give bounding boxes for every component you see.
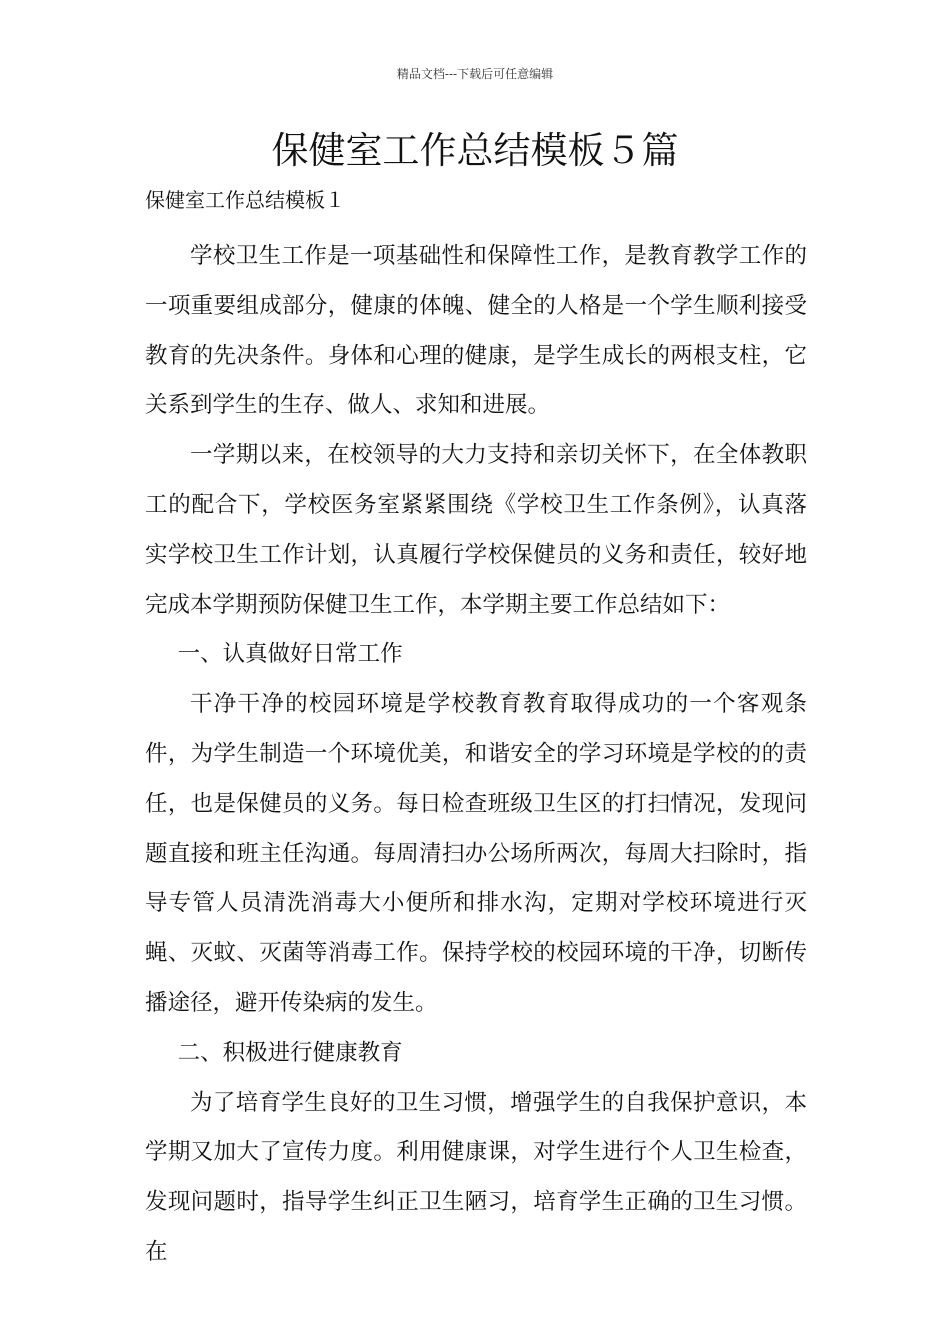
document-title: 保健室工作总结模板５篇 <box>271 129 679 172</box>
document-body <box>145 232 807 1278</box>
subheading-daily-work: 一、认真做好日常工作 <box>177 641 403 668</box>
body-paragraph-2: 一学期以来，在校领导的大力支持和亲切关怀下，在全体教职工的配合下，学校医务室紧紧围绕《学校卫生工作条例》，认真落实学校卫生工作计划，认真履行学校保健员的义务和责任，较好地完成本学期预防保健卫生工作，本学期主要工作总结如下： <box>145 442 807 618</box>
header-note: 精品文档---下载后可任意编辑 <box>396 67 554 81</box>
body-paragraph-4: 为了培育学生良好的卫生习惯，增强学生的自我保护意识，本学期又加大了宣传力度。利用健康课，对学生进行个人卫生检查，发现问题时，指导学生纠正卫生陋习，培育学生正确的卫生习惯。在 <box>145 1089 807 1265</box>
subheading-health-education: 二、积极进行健康教育 <box>177 1039 403 1066</box>
section-title: 保健室工作总结模板１ <box>145 188 345 212</box>
body-paragraph-3: 干净干净的校园环境是学校教育教育取得成功的一个客观条件，为学生制造一个环境优美，和谐安全的学习环境是学校的的责任，也是保健员的义务。每日检查班级卫生区的打扫情况，发现问题直接和班主任沟通。每周清扫办公场所两次，每周大扫除时，指导专管人员清洗消毒大小便所和排水沟，定期对学校环境进行灭蝇、灭蚊、灭菌等消毒工作。保持学校的校园环境的干净，切断传播途径，避开传染病的发生。 <box>145 691 807 1016</box>
body-paragraph-1: 学校卫生工作是一项基础性和保障性工作，是教育教学工作的一项重要组成部分，健康的体魄、健全的人格是一个学生顺利接受教育的先决条件。身体和心理的健康，是学生成长的两根支柱，它关系到学生的生存、做人、求知和进展。 <box>145 243 807 419</box>
